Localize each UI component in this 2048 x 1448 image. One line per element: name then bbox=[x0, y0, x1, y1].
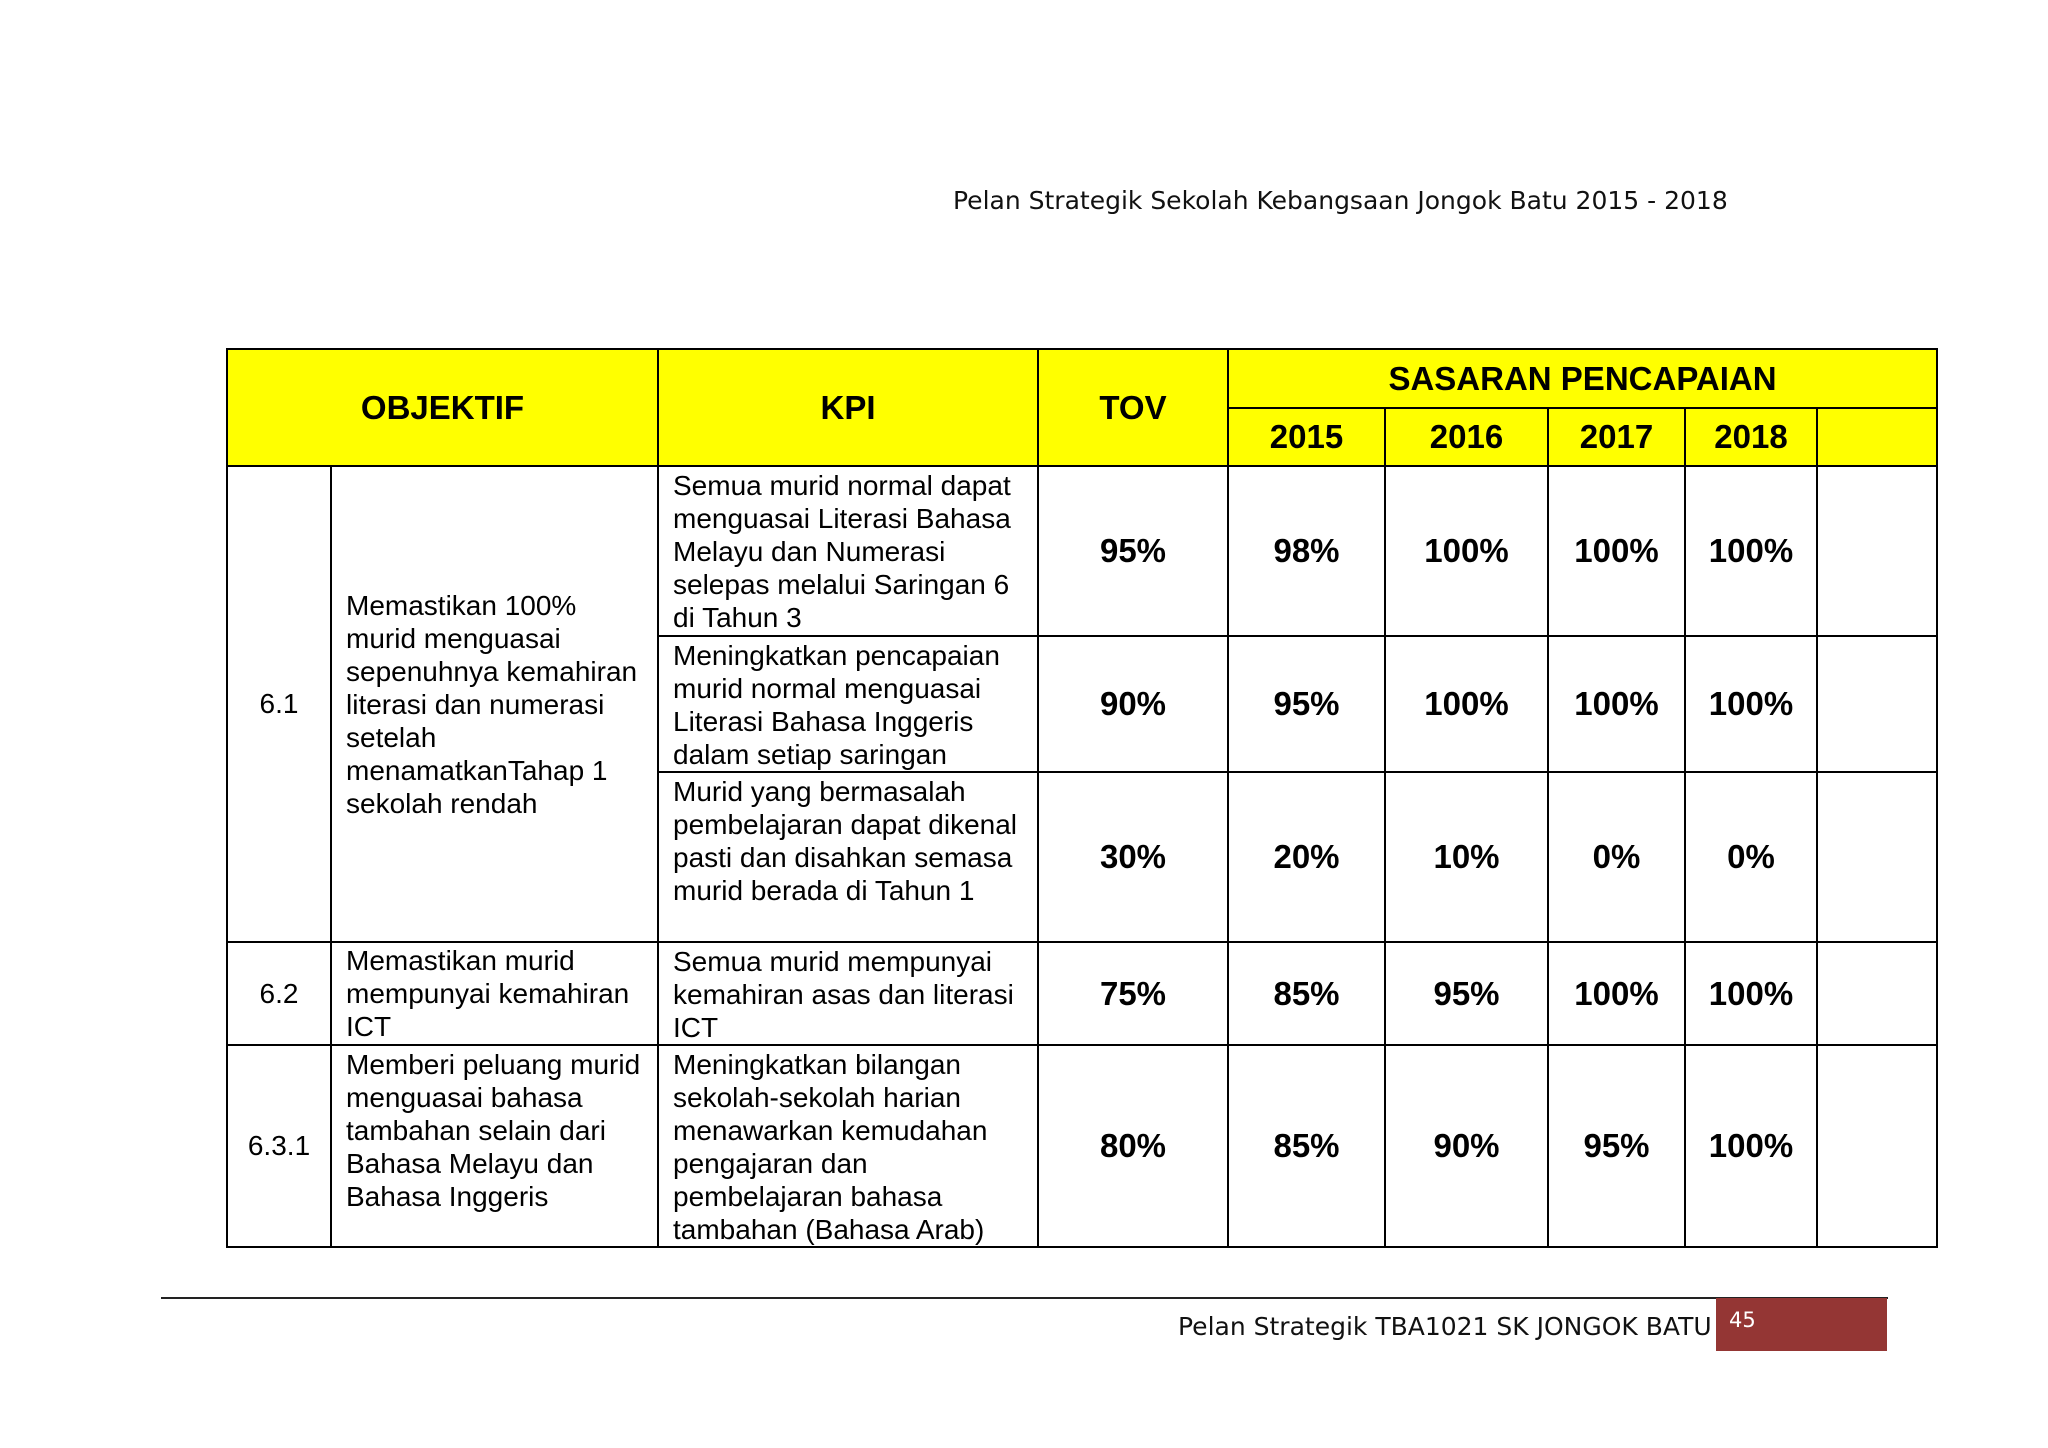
header-kpi: KPI bbox=[658, 349, 1038, 466]
header-sasaran-pencapaian: SASARAN PENCAPAIAN bbox=[1228, 349, 1937, 408]
target-2018: 100% bbox=[1685, 942, 1817, 1045]
target-2016: 100% bbox=[1385, 466, 1548, 636]
table-row bbox=[227, 1045, 1937, 1247]
target-2015: 20% bbox=[1228, 772, 1385, 942]
empty-cell bbox=[1817, 466, 1937, 636]
tov-value: 95% bbox=[1038, 466, 1228, 636]
page-number-badge bbox=[1716, 1298, 1887, 1351]
objective-code: 6.1 bbox=[227, 466, 331, 942]
target-2017: 95% bbox=[1548, 1045, 1685, 1247]
header-year-2018: 2018 bbox=[1685, 408, 1817, 466]
tov-value: 90% bbox=[1038, 636, 1228, 772]
objective-text: Memberi peluang murid menguasai bahasa tambahan selain dari Bahasa Melayu dan Bahasa Inggeris bbox=[331, 1045, 658, 1247]
objective-text: Memastikan murid mempunyai kemahiran ICT bbox=[331, 942, 658, 1045]
target-2018: 100% bbox=[1685, 1045, 1817, 1247]
target-2015: 85% bbox=[1228, 1045, 1385, 1247]
target-2015: 85% bbox=[1228, 942, 1385, 1045]
empty-cell bbox=[1817, 942, 1937, 1045]
target-2018: 0% bbox=[1685, 772, 1817, 942]
kpi-text: Meningkatkan bilangan sekolah-sekolah harian menawarkan kemudahan pengajaran dan pembelajaran bahasa tambahan (Bahasa Arab) bbox=[658, 1045, 1038, 1247]
objective-code: 6.2 bbox=[227, 942, 331, 1045]
target-2016: 100% bbox=[1385, 636, 1548, 772]
target-2016: 95% bbox=[1385, 942, 1548, 1045]
objective-code: 6.3.1 bbox=[227, 1045, 331, 1247]
target-2018: 100% bbox=[1685, 466, 1817, 636]
target-2015: 98% bbox=[1228, 466, 1385, 636]
target-2015: 95% bbox=[1228, 636, 1385, 772]
target-2017: 0% bbox=[1548, 772, 1685, 942]
kpi-text: Meningkatkan pencapaian murid normal menguasai Literasi Bahasa Inggeris dalam setiap saringan bbox=[658, 636, 1038, 772]
page-number: 45 bbox=[1729, 1308, 1756, 1332]
tov-value: 30% bbox=[1038, 772, 1228, 942]
empty-cell bbox=[1817, 636, 1937, 772]
header-year-2017: 2017 bbox=[1548, 408, 1685, 466]
objective-text: Memastikan 100% murid menguasai sepenuhnya kemahiran literasi dan numerasi setelah menamatkanTahap 1 sekolah rendah bbox=[331, 466, 658, 942]
empty-cell bbox=[1817, 772, 1937, 942]
kpi-text: Semua murid mempunyai kemahiran asas dan literasi ICT bbox=[658, 942, 1038, 1045]
header-objektif: OBJEKTIF bbox=[227, 349, 658, 466]
tov-value: 80% bbox=[1038, 1045, 1228, 1247]
kpi-table bbox=[226, 348, 1938, 1248]
kpi-text: Semua murid normal dapat menguasai Literasi Bahasa Melayu dan Numerasi selepas melalui Saringan 6 di Tahun 3 bbox=[658, 466, 1038, 636]
target-2018: 100% bbox=[1685, 636, 1817, 772]
header-year-2015: 2015 bbox=[1228, 408, 1385, 466]
header-empty-cell bbox=[1817, 408, 1937, 466]
empty-cell bbox=[1817, 1045, 1937, 1247]
kpi-text: Murid yang bermasalah pembelajaran dapat dikenal pasti dan disahkan semasa murid berada di Tahun 1 bbox=[658, 772, 1038, 942]
table-row bbox=[227, 942, 1937, 1045]
footer-title: Pelan Strategik TBA1021 SK JONGOK BATU bbox=[1178, 1312, 1712, 1341]
table-row bbox=[227, 466, 1937, 636]
target-2016: 10% bbox=[1385, 772, 1548, 942]
target-2017: 100% bbox=[1548, 636, 1685, 772]
target-2017: 100% bbox=[1548, 466, 1685, 636]
header-year-2016: 2016 bbox=[1385, 408, 1548, 466]
footer-divider bbox=[161, 1297, 1888, 1299]
target-2017: 100% bbox=[1548, 942, 1685, 1045]
page-header-title: Pelan Strategik Sekolah Kebangsaan Jongok Batu 2015 - 2018 bbox=[953, 186, 1728, 215]
tov-value: 75% bbox=[1038, 942, 1228, 1045]
header-tov: TOV bbox=[1038, 349, 1228, 466]
target-2016: 90% bbox=[1385, 1045, 1548, 1247]
